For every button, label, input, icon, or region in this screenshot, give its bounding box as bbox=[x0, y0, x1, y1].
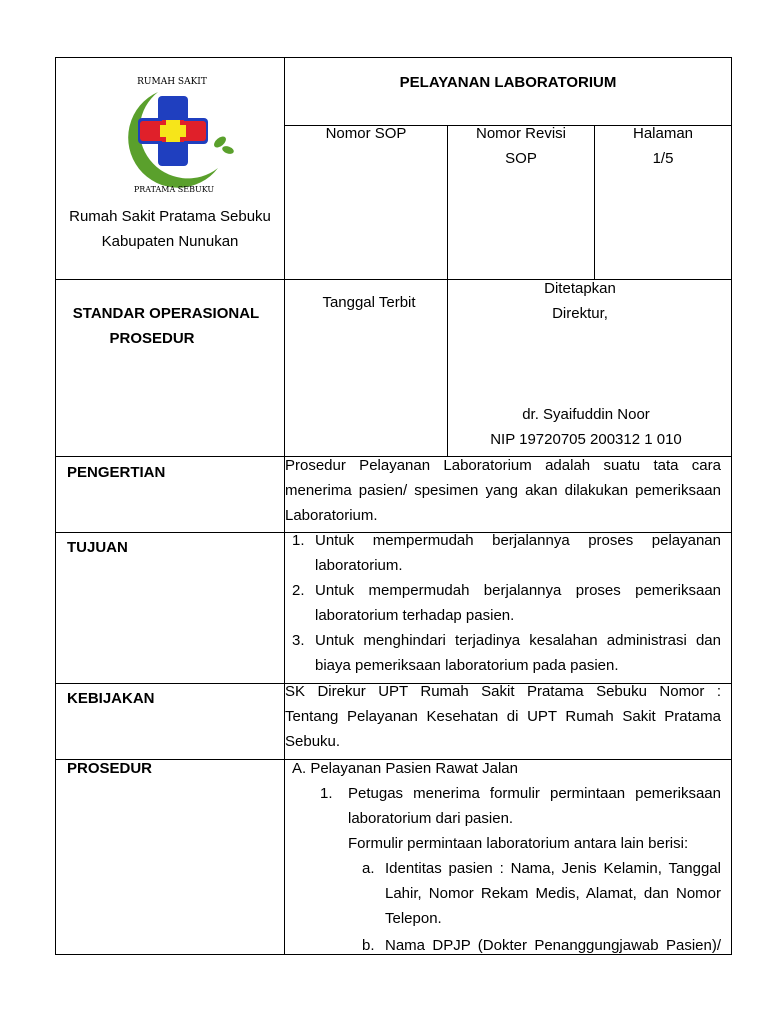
pengertian-line-1: Prosedur Pelayanan Laboratorium adalah suatu tata cara bbox=[285, 457, 721, 474]
tujuan-item-1-line-2: laboratorium. bbox=[315, 557, 403, 574]
pengertian-line-3: Laboratorium. bbox=[285, 507, 378, 524]
tujuan-item-3-line-2: biaya pemeriksaan laboratorium pada pasien. bbox=[315, 657, 619, 674]
prosedur-sub-a-line-2: Lahir, Nomor Rekam Medis, Alamat, dan Nomor bbox=[385, 885, 721, 902]
nomor-sop-label: Nomor SOP bbox=[325, 125, 407, 142]
kebijakan-line-3: Sebuku. bbox=[285, 733, 341, 750]
hospital-name: Rumah Sakit Pratama Sebuku bbox=[69, 208, 271, 225]
halaman-value: 1/5 bbox=[652, 150, 674, 167]
ditetapkan-label: Ditetapkan bbox=[544, 280, 616, 297]
direktur-label: Direktur, bbox=[552, 305, 608, 322]
signer-name: dr. Syaifuddin Noor bbox=[522, 406, 650, 423]
prosedur-step-1-line-1: Petugas menerima formulir permintaan pemeriksaan bbox=[348, 785, 721, 802]
logo-top-text: RUMAH SAKIT bbox=[137, 77, 207, 87]
prosedur-sub-b-line-1: Nama DPJP (Dokter Penanggungjawab Pasien)/ bbox=[385, 937, 721, 954]
sop-label-line1: STANDAR OPERASIONAL bbox=[72, 305, 260, 322]
prosedur-sub-a-line-3: Telepon. bbox=[385, 910, 442, 927]
table-border-right bbox=[731, 57, 732, 955]
tujuan-item-2-line-2: laboratorium terhadap pasien. bbox=[315, 607, 515, 624]
tujuan-item-1-line-1: Untuk mempermudah berjalannya proses pelayanan bbox=[315, 532, 721, 549]
nomor-revisi-sub: SOP bbox=[505, 150, 537, 167]
tujuan-item-2-line-1: Untuk mempermudah berjalannya proses pemeriksaan bbox=[315, 582, 721, 599]
signer-nip: NIP 19720705 200312 1 010 bbox=[490, 431, 682, 448]
tanggal-terbit-label: Tanggal Terbit bbox=[322, 294, 416, 311]
pengertian-label: PENGERTIAN bbox=[67, 464, 166, 481]
regency-name: Kabupaten Nunukan bbox=[101, 233, 239, 250]
kebijakan-line-2: Tentang Pelayanan Kesehatan di UPT Rumah Sakit Pratama bbox=[285, 708, 721, 725]
tujuan-item-3-line-1: Untuk menghindari terjadinya kesalahan administrasi dan bbox=[315, 632, 721, 649]
prosedur-sub-b-num: b. bbox=[362, 937, 375, 954]
kebijakan-label: KEBIJAKAN bbox=[67, 690, 155, 707]
table-border-top bbox=[55, 57, 732, 58]
prosedur-section-a: A. Pelayanan Pasien Rawat Jalan bbox=[292, 760, 518, 777]
tujuan-item-2-num: 2. bbox=[292, 582, 305, 599]
hospital-logo bbox=[108, 70, 236, 198]
logo-bottom-text: PRATAMA SEBUKU bbox=[133, 185, 215, 194]
pengertian-line-2: menerima pasien/ spesimen yang akan dilakukan pemeriksaan bbox=[285, 482, 721, 499]
document-title: PELAYANAN LABORATORIUM bbox=[399, 74, 617, 91]
prosedur-step-1-note: Formulir permintaan laboratorium antara lain berisi: bbox=[348, 835, 689, 852]
prosedur-step-1-num: 1. bbox=[320, 785, 333, 802]
halaman-label: Halaman bbox=[632, 125, 694, 142]
tujuan-item-1-num: 1. bbox=[292, 532, 305, 549]
table-border-left bbox=[55, 57, 56, 955]
sop-label-line2: PROSEDUR bbox=[109, 330, 195, 347]
tujuan-label: TUJUAN bbox=[67, 539, 128, 556]
prosedur-step-1-line-2: laboratorium dari pasien. bbox=[348, 810, 514, 827]
kebijakan-line-1: SK Direkur UPT Rumah Sakit Pratama Sebuku Nomor : bbox=[285, 683, 721, 700]
prosedur-sub-a-line-1: Identitas pasien : Nama, Jenis Kelamin, Tanggal bbox=[385, 860, 721, 877]
prosedur-label: PROSEDUR bbox=[67, 760, 153, 777]
prosedur-sub-a-num: a. bbox=[362, 860, 375, 877]
tujuan-item-3-num: 3. bbox=[292, 632, 305, 649]
nomor-revisi-label: Nomor Revisi bbox=[475, 125, 566, 142]
